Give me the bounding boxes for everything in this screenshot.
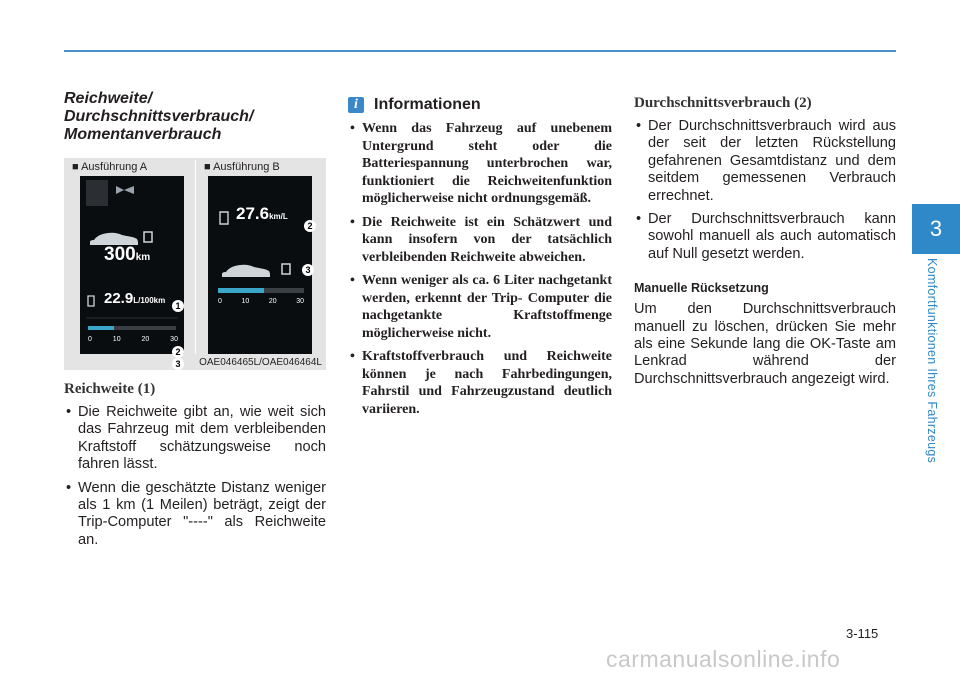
car-b-icon (222, 265, 270, 277)
callout-1: 1 (172, 300, 184, 312)
reset-heading: Manuelle Rücksetzung (634, 281, 769, 296)
scale-b-tick: 10 (241, 298, 250, 305)
cluster-screen-a (80, 176, 184, 354)
figure-label-a: ■ Ausführung A (72, 161, 148, 173)
range-subheading: Reichweite (1) (64, 381, 156, 397)
inst-value: 27.6 (236, 204, 270, 223)
chapter-title: Komfortfunktionen Ihres Fahrzeugs (925, 258, 939, 464)
cluster-screen-b (208, 176, 312, 354)
avg-value: 22.9 (104, 290, 134, 307)
range-unit: km (135, 252, 151, 263)
range-bullets (64, 404, 326, 549)
cluster-figure (64, 158, 326, 370)
column-middle (348, 90, 612, 424)
info-title: Informationen (374, 96, 481, 113)
scale-a (88, 336, 178, 343)
column-left (64, 90, 326, 555)
list-item: • Der Durchschnittsverbrauch wird aus der seit der letzten Rückstellung gefahrenen Gesamtdistanz und dem seitdem gemessenen Verbrauch errechnet. (634, 118, 896, 205)
inst-readout (236, 204, 288, 224)
list-item: • Wenn das Fahrzeug auf unebenem Untergrund steht oder die Batteriespannung unterbrochen war, funktioniert die Reichweitenfunktion möglicherweise nicht ordnungsgemäß. (348, 120, 612, 208)
scale-a-tick: 0 (88, 336, 92, 343)
reset-paragraph: Um den Durchschnittsverbrauch manuell zu löschen, drücken Sie mehr als eine Sekunde lang die OK-Taste am Lenkrad während der Durchschnittsverbrauch angezeigt wird. (634, 301, 896, 387)
scale-a-tick: 30 (170, 336, 178, 343)
list-item: • Die Reichweite ist ein Schätzwert und kann insofern von der tatsächlich verbleibenden Reichweite abweichen. (348, 214, 612, 267)
list-item: • Der Durchschnittsverbrauch kann sowohl manuell als auch automatisch auf Null gesetzt werden. (634, 211, 896, 263)
trip-icon (116, 186, 134, 194)
list-item: • Wenn die geschätzte Distanz weniger als 1 km (1 Meilen) beträgt, zeigt der Trip-Computer "----" als Reichweite an. (64, 480, 326, 550)
figure-divider (195, 160, 196, 354)
column-right (634, 90, 896, 388)
fuel-icon (144, 232, 152, 242)
cluster-screen-b-graphic (208, 176, 312, 354)
fuel-small-b-icon (220, 212, 228, 224)
info-bullets (348, 120, 612, 418)
callout-2-b: 2 (304, 220, 316, 232)
list-item: • Kraftstoffverbrauch und Reichweite können je nach Fahrbedingungen, Fahrstil und Fahrzeugzustand deutlich variieren. (348, 348, 612, 418)
avg-readout (104, 290, 165, 307)
range-readout (104, 244, 150, 266)
range-value: 300 (104, 244, 136, 265)
avg-unit: L/100km (133, 296, 166, 305)
scale-a-tick: 10 (112, 336, 121, 343)
top-rule (64, 50, 896, 52)
inst-unit: km/L (269, 212, 288, 221)
watermark: carmanualsonline.info (606, 646, 841, 672)
scale-b (218, 298, 304, 305)
scale-b-tick: 20 (268, 298, 277, 305)
page-number: 3-115 (846, 626, 879, 641)
scale-b-tick: 0 (218, 298, 222, 305)
callout-3-b: 3 (302, 264, 314, 276)
avg-bullets (634, 118, 896, 263)
figure-caption: OAE046465L/OAE046464L (199, 357, 322, 368)
scale-a-tick: 20 (141, 336, 150, 343)
scale-b-tick: 30 (296, 298, 304, 305)
info-icon: i (348, 97, 364, 113)
info-header (348, 96, 612, 114)
callout-3-a: 3 (172, 358, 184, 370)
figure-label-b: ■ Ausführung B (204, 161, 280, 173)
list-item: • Die Reichweite gibt an, wie weit sich das Fahrzeug mit dem verbleibenden Kraftstoff schätzungsweise noch fahren lässt. (64, 404, 326, 474)
fuel-b-icon (282, 264, 290, 274)
list-item: • Wenn weniger als ca. 6 Liter nachgetankt werden, erkennt der Trip- Computer die nachgetankte Kraftstoffmenge möglicherweise nicht. (348, 272, 612, 342)
chapter-tab: 3 (912, 204, 960, 254)
section-heading: Reichweite/ Durchschnittsverbrauch/ Momentanverbrauch (64, 90, 254, 143)
avg-subheading: Durchschnittsverbrauch (2) (634, 95, 812, 111)
fuel-small-icon (88, 296, 94, 306)
callout-2-a: 2 (172, 346, 184, 358)
